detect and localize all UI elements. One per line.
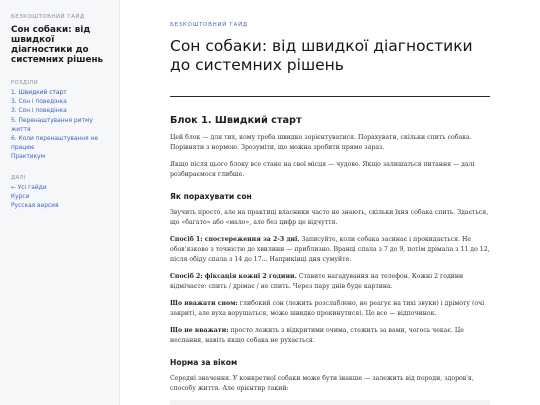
counts-as-sleep-text: глибокий сон (лежить розслаблено, не реагує на тихі звуки) і дрімоту (очі закриті, але вуха ворушаться, може швидко прокинутися). Це все — відпочинок. (170, 300, 485, 317)
sidebar-item-sleep-behavior-b[interactable]: 3. Сон і поведінка (11, 108, 67, 115)
intro-paragraph-1: Цей блок — для тих, кому треба швидко зорієнтуватися. Порахувати, скільки спить собака. Порівняти з нормою. Зрозуміти, що можна зробити прямо зараз. (170, 134, 472, 151)
sidebar-item-rhythm-reset[interactable]: 5. Перенаштування ритму життя (11, 117, 93, 133)
intro-paragraph-2: Якщо після цього блоку все стане на свої місця — чудово. Якщо залишаться питання — далі розбираємося глибше. (170, 161, 475, 178)
sidebar-eyebrow: БЕЗКОШТОВНИЙ ГАЙД (11, 14, 85, 20)
section-heading-count-sleep: Як порахувати сон (170, 192, 252, 201)
sidebar-toc (11, 89, 113, 163)
page-title: Сон собаки: від швидкої діагностики до системних рішень (170, 37, 473, 74)
method-1-label: Спосіб 1: спостереження за 2-3 дні. (170, 236, 300, 243)
sidebar-item-when-reset-fails[interactable]: 6. Коли перенаштування не працює (11, 136, 99, 152)
method-2-label: Спосіб 2: фіксація кожні 2 години. (170, 273, 297, 280)
not-sleep-paragraph (170, 326, 490, 346)
method-1-paragraph (170, 235, 490, 265)
counts-as-sleep-label: Що вважати сном: (170, 300, 238, 307)
russian-version-link[interactable]: Русская версия (11, 203, 59, 210)
block-heading: Блок 1. Швидкий старт (170, 115, 302, 126)
all-guides-link[interactable]: ← Усі гайди (11, 184, 47, 191)
sidebar-more-label: ДАЛІ (11, 174, 26, 181)
counts-as-sleep-paragraph (170, 299, 490, 319)
sidebar (0, 0, 120, 405)
table-edge (170, 400, 490, 405)
sidebar-title: Сон собаки: від швидкої діагностики до системних рішень (11, 25, 104, 65)
method-2-paragraph (170, 272, 490, 292)
count-paragraph: Звучить просто, але на практиці власники часто не знають, скільки їхня собака спить. Здається, що «багато» або «мало», але без цифр це відчуття. (170, 209, 489, 226)
courses-link[interactable]: Курси (11, 193, 30, 200)
not-sleep-text: просто лежить з відкритими очима, стежить за вами, чогось чекає. Це неспання, навіть якщо собака не рухається. (170, 327, 464, 344)
norm-paragraph: Середні значення. У конкретної собаки може бути інакше — залежить від породи, здоров'я, способу життя. Але орієнтир такий: (170, 375, 474, 392)
sidebar-item-quick-start[interactable]: 1. Швидкий старт (11, 90, 67, 96)
method-2-text: Ставите нагадування на телефон. Кожні 2 години відмічаєте: спить / дрімає / не спить. Через пару днів буде картина. (170, 273, 464, 290)
method-1-text: Записуйте, коли собака засинає і прокидається. Не обов'язково з точністю до хвилини — приблизно. Вранці спала з 7 до 9, потім дрімала з 11 до 12, після обіду спала з 14 до 17... Наприкінці дня сумуйте. (170, 236, 490, 263)
sidebar-item-practicum[interactable]: Практикум (11, 154, 46, 161)
sidebar-section-label: РОЗДІЛИ (11, 80, 39, 86)
title-divider (170, 96, 490, 97)
sidebar-item-sleep-behavior-a[interactable]: 3. Сон і поведінка (11, 99, 67, 106)
sidebar-more-links (11, 184, 113, 212)
section-heading-age-norm: Норма за віком (170, 358, 238, 367)
page-eyebrow: БЕЗКОШТОВНИЙ ГАЙД (170, 22, 248, 28)
main-content (170, 0, 490, 405)
not-sleep-label: Що не вважати: (170, 327, 229, 334)
